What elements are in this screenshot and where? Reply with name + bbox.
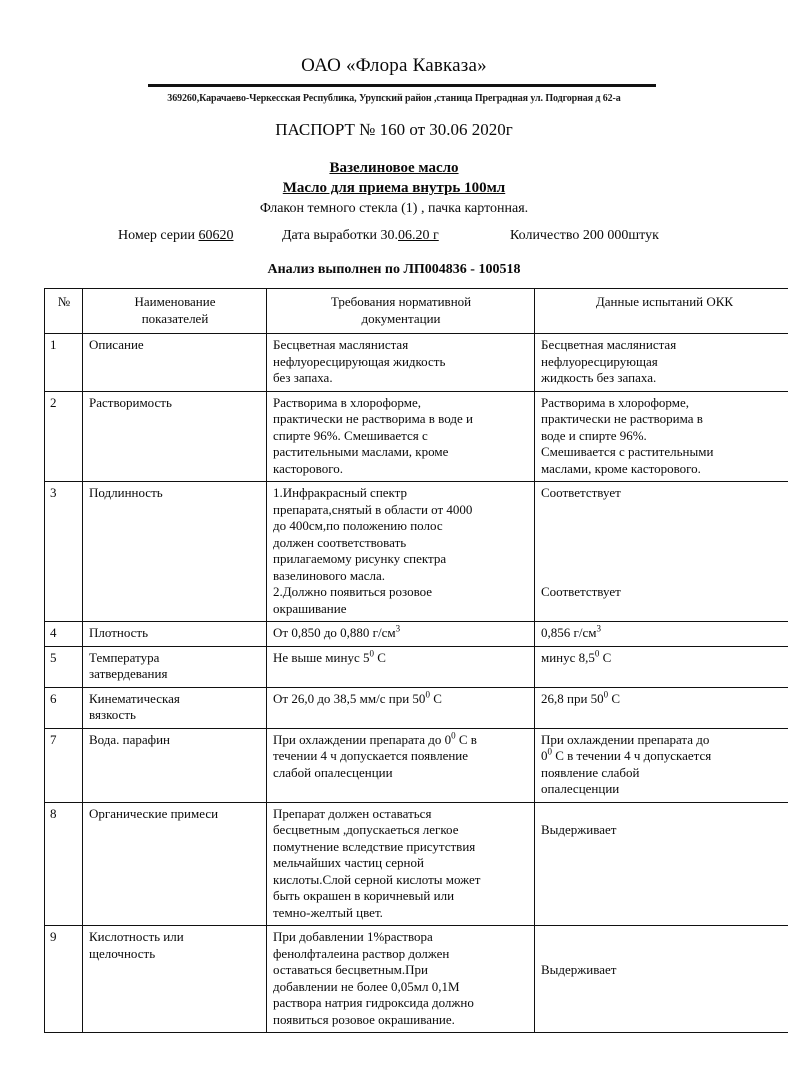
cell-test-result — [535, 482, 788, 622]
cell-test-result: 26,8 при $50^0$ С — [535, 687, 788, 728]
cell-spacer — [541, 929, 788, 946]
product-block — [0, 158, 788, 220]
table-row — [45, 728, 788, 802]
cell-line: Бесцветная маслянистая — [541, 337, 677, 352]
table-row — [45, 482, 788, 622]
header-divider — [148, 84, 656, 87]
quantity — [510, 228, 659, 244]
cell-line: должен соответствовать — [273, 534, 407, 550]
cell-line: оставаться бесцветным.При — [273, 962, 429, 977]
cell-line: Плотность — [89, 625, 149, 640]
cell-line: затвердевания — [89, 666, 168, 681]
cell-line: Вода. парафин — [89, 731, 171, 747]
cell-line: касторового. — [273, 460, 343, 476]
cell-test-result — [535, 391, 788, 482]
cell-test-result: минус $8,5^0$ С — [535, 646, 788, 687]
cell-line: Соответствует — [541, 485, 621, 500]
cell-indicator-name — [83, 334, 267, 392]
cell-row-number: 6 — [45, 687, 83, 728]
cell-requirement — [267, 802, 535, 926]
cell-line: маслами, кроме касторового. — [541, 460, 701, 476]
cell-line: растительными маслами, кроме — [273, 444, 449, 459]
cell-test-result: 0,856 $г/см^3$ — [535, 622, 788, 647]
cell-line: препарата,снятый в области от 4000 — [273, 501, 473, 517]
cell-line: Кинематическая — [89, 690, 180, 706]
header-requirements-line2: документации — [361, 310, 441, 326]
cell-spacer — [541, 806, 788, 823]
table-row — [45, 646, 788, 687]
cell-line: до 400см,по положению полос — [273, 518, 443, 533]
analysis-reference: Анализ выполнен по ЛП004836 - 100518 — [267, 262, 521, 277]
cell-indicator-name — [83, 646, 267, 687]
cell-line: прилагаемому рисунку спектра — [273, 551, 447, 566]
cell-row-number: 1 — [45, 334, 83, 392]
cell-line: без запаха. — [273, 370, 333, 385]
analysis-table — [44, 288, 788, 1033]
cell-test-result — [535, 334, 788, 392]
cell-row-number: 2 — [45, 391, 83, 482]
table-row — [45, 334, 788, 392]
table-row — [45, 622, 788, 647]
header-requirements — [267, 289, 535, 334]
table-row — [45, 802, 788, 926]
cell-line: Бесцветная маслянистая — [273, 337, 409, 352]
cell-test-result — [535, 802, 788, 926]
cell-line: При добавлении 1%раствора — [273, 929, 433, 944]
header-requirements-line1: Требования нормативной — [330, 294, 472, 309]
cell-line: Соответствует — [541, 584, 621, 599]
header-indicator-name — [83, 289, 267, 334]
date-label: Дата выработки — [282, 228, 377, 243]
cell-line: Растворимость — [89, 394, 172, 410]
cell-indicator-name — [83, 391, 267, 482]
cell-line: темно-желтый цвет. — [273, 904, 383, 920]
cell-line: практически не растворима в — [541, 411, 703, 426]
cell-row-number: 3 — [45, 482, 83, 622]
header-indicator-name-line1: Наименование — [134, 294, 216, 309]
cell-requirement: При охлаждении препарата до $0^0$ С в течении 4 ч допускается появление слабой опалесценции — [267, 728, 535, 802]
cell-line: 1.Инфракрасный спектр — [273, 485, 408, 500]
cell-spacer — [541, 568, 788, 585]
cell-line: Выдерживает — [541, 962, 617, 977]
cell-line: Выдерживает — [541, 822, 617, 837]
cell-line: Температура — [89, 649, 160, 665]
cell-requirement — [267, 334, 535, 392]
cell-line: Препарат должен оставаться — [273, 805, 432, 821]
date-value: 06.20 г — [398, 228, 439, 243]
cell-indicator-name — [83, 687, 267, 728]
cell-spacer — [541, 946, 788, 963]
cell-line: окрашивание — [273, 600, 347, 616]
cell-line: Описание — [89, 337, 144, 352]
series-number — [118, 228, 234, 244]
table-row — [45, 687, 788, 728]
header-test-data — [535, 289, 788, 334]
cell-spacer — [541, 518, 788, 535]
cell-line: 2.Должно появиться розовое — [273, 584, 433, 599]
date-value-prefix: 30. — [380, 228, 398, 243]
production-date — [282, 228, 439, 244]
cell-line: раствора натрия гидроксида должно — [273, 995, 474, 1010]
cell-requirement — [267, 391, 535, 482]
cell-indicator-name — [83, 802, 267, 926]
header-test-data-line1: Данные испытаний ОКК — [595, 294, 734, 309]
table-body — [45, 334, 788, 1033]
cell-line: Подлинность — [89, 485, 163, 500]
cell-indicator-name — [83, 926, 267, 1033]
cell-indicator-name — [83, 728, 267, 802]
cell-line: воде и спирте 96%. — [541, 427, 647, 443]
cell-indicator-name — [83, 622, 267, 647]
cell-requirement: От 26,0 до 38,5 мм/с при $50^0$ С — [267, 687, 535, 728]
cell-line: фенолфталеина раствор должен — [273, 945, 450, 961]
cell-row-number: 7 — [45, 728, 83, 802]
cell-line: Смешивается с растительными — [541, 444, 714, 459]
cell-spacer — [541, 535, 788, 552]
cell-line: бесцветным ,допускаеться легкое — [273, 822, 459, 837]
cell-indicator-name — [83, 482, 267, 622]
cell-test-result — [535, 926, 788, 1033]
cell-line: добавлении не более 0,05мл 0,1М — [273, 978, 460, 994]
cell-row-number: 8 — [45, 802, 83, 926]
table-header-row — [45, 289, 788, 334]
cell-test-result: При охлаждении препарата до $0^0$ С в течении 4 ч допускается появление слабой опалесценции — [535, 728, 788, 802]
batch-meta-row — [0, 228, 788, 248]
cell-requirement — [267, 926, 535, 1033]
cell-line: вязкость — [89, 707, 136, 722]
cell-line: щелочность — [89, 945, 156, 961]
cell-line: жидкость без запаха. — [541, 370, 657, 385]
cell-line: нефлуоресцирующая жидкость — [273, 353, 446, 369]
cell-requirement: От 0,850 до 0,880 $г/см^3$ — [267, 622, 535, 647]
cell-row-number: 4 — [45, 622, 83, 647]
cell-line: практически не растворима в воде и — [273, 411, 473, 426]
table-row — [45, 391, 788, 482]
table-row — [45, 926, 788, 1033]
header-num: № — [45, 289, 83, 334]
cell-spacer — [541, 502, 788, 519]
cell-line: быть окрашен в коричневый или — [273, 888, 455, 903]
series-value: 60620 — [198, 228, 234, 243]
product-packaging: Флакон темного стекла (1) , пачка картонная. — [259, 201, 529, 216]
cell-line: помутнение вследствие присутствия — [273, 838, 476, 854]
cell-line: вазелинового масла. — [273, 567, 386, 583]
cell-line: Растворима в хлороформе, — [541, 394, 689, 410]
cell-line: появиться розовое окрашивание. — [273, 1011, 455, 1027]
cell-spacer — [541, 551, 788, 568]
cell-row-number: 9 — [45, 926, 83, 1033]
cell-line: мельчайших частиц серной — [273, 855, 424, 870]
company-address: 369260,Карачаево-Черкесская Республика, Урупский район ,станица Преградная ул. Подгорная д 62-а — [167, 93, 621, 104]
cell-line: кислоты.Слой серной кислоты может — [273, 871, 481, 887]
header-indicator-name-line2: показателей — [141, 310, 209, 326]
cell-line: Органические примеси — [89, 805, 219, 821]
product-form: Масло для приема внутрь 100мл — [282, 180, 506, 196]
cell-line: спирте 96%. Смешивается с — [273, 427, 428, 443]
cell-line: Кислотность или — [89, 929, 184, 944]
cell-requirement — [267, 482, 535, 622]
cell-line: Растворима в хлороформе, — [273, 394, 421, 410]
cell-requirement: Не выше минус $5^0$ С — [267, 646, 535, 687]
series-label: Номер серии — [118, 228, 195, 243]
quantity-value: 200 000штук — [582, 228, 659, 243]
cell-row-number: 5 — [45, 646, 83, 687]
cell-line: нефлуоресцирующая — [541, 353, 658, 369]
product-name: Вазелиновое масло — [329, 160, 459, 176]
passport-number-line: ПАСПОРТ № 160 от 30.06 2020г — [275, 120, 513, 139]
company-title: ОАО «Флора Кавказа» — [301, 55, 487, 76]
quantity-label: Количество — [510, 228, 580, 243]
